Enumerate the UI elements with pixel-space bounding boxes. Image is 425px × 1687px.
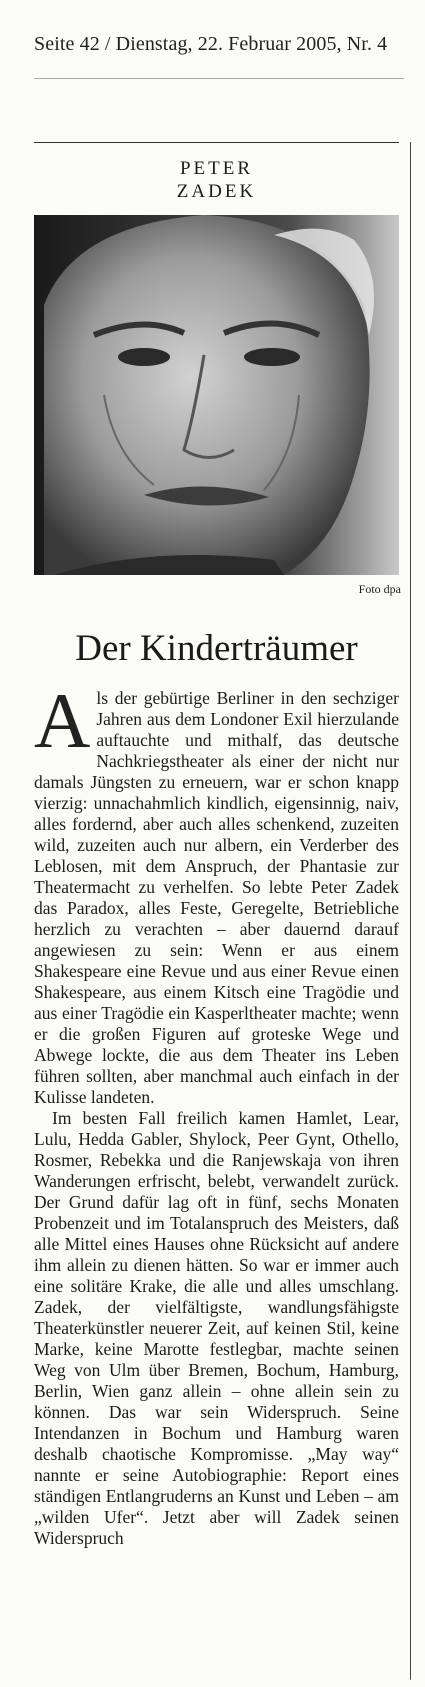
paragraph-1 (34, 677, 399, 1108)
photo-credit: Foto dpa (358, 582, 401, 596)
kicker (34, 157, 399, 203)
portrait-photo (34, 215, 399, 575)
header-rule (34, 78, 404, 79)
column-separator-rule (410, 142, 411, 1687)
headline: Der Kinderträumer (75, 628, 358, 669)
kicker-last-name: ZADEK (176, 181, 257, 202)
paragraph-1-text: ls der gebürtige Berliner in den sechziger Jahren aus dem Londoner Exil hierzulande auftauchte und mithalf, das deutsche Nachkriegstheater als einer der nicht nur damals Jüngsten zu erneuern, war er schon knapp vierzig: unnachahmlich kindlich, eigensinnig, naiv, alles fordernd, aber auch alles schenkend, zuzeiten wild, zuzeiten auch nur albern, ein Verderber des Leblosen, mit dem Anspruch, der Phantasie zur Theatermacht zu verhelfen. So lebte Peter Zadek das Paradox, alles Feste, Geregelte, Betriebliche herzlich zu verachten – aber dauernd darauf angewiesen zu sein: Wenn er aus einem Shakespeare eine Revue und aus einer Revue einen Shakespeare, aus einem Kitsch eine Tragödie und aus einer Tragödie ein Kasperltheater machte; wenn er die großen Figuren auf groteske Wege und Abwege lockte, die aus dem Theater ins Leben führen sollten, aber manchmal auch einfach in der Kulisse landeten. (34, 688, 399, 1107)
torn-edge (0, 1673, 425, 1687)
drop-cap: A (34, 677, 91, 764)
kicker-first-name: PETER (179, 158, 254, 179)
page-header: Seite 42 / Dienstag, 22. Februar 2005, Nr. 4 (34, 33, 388, 55)
paragraph-2: Im besten Fall freilich kamen Hamlet, Lear, Lulu, Hedda Gabler, Shylock, Peer Gynt, Othello, Rosmer, Rebekka und die Ranjewskaja von ihren Wanderungen erfrischt, belebt, verwandelt zurück. Der Grund dafür lag oft in fünf, sechs Monaten Probenzeit und im Totalanspruch des Meisters, daß alle Mittel eines Hauses ohne Rücksicht auf andere ihm allein zu dienen hätten. So war er immer auch eine solitäre Krake, die alle und alles umschlang. Zadek, der vielfältigste, wandlungsfähigste Theaterkünstler neuerer Zeit, auf keinen Stil, keine Marke, keine Marotte festlegbar, machte seinen Weg von Ulm über Bremen, Bochum, Hamburg, Berlin, Wien ganz allein – ohne allein sein zu können. Das war sein Widerspruch. Seine Intendanzen in Bochum und Hamburg waren deshalb chaotische Kompromisse. „May way“ nannte er seine Autobiographie: Report eines ständigen Entlangruderns an Kunst und Leben – am „wilden Ufer“. Jetzt aber will Zadek seinen Widerspruch (34, 1108, 399, 1548)
column-top-rule (34, 142, 399, 143)
article-body (34, 677, 399, 1549)
